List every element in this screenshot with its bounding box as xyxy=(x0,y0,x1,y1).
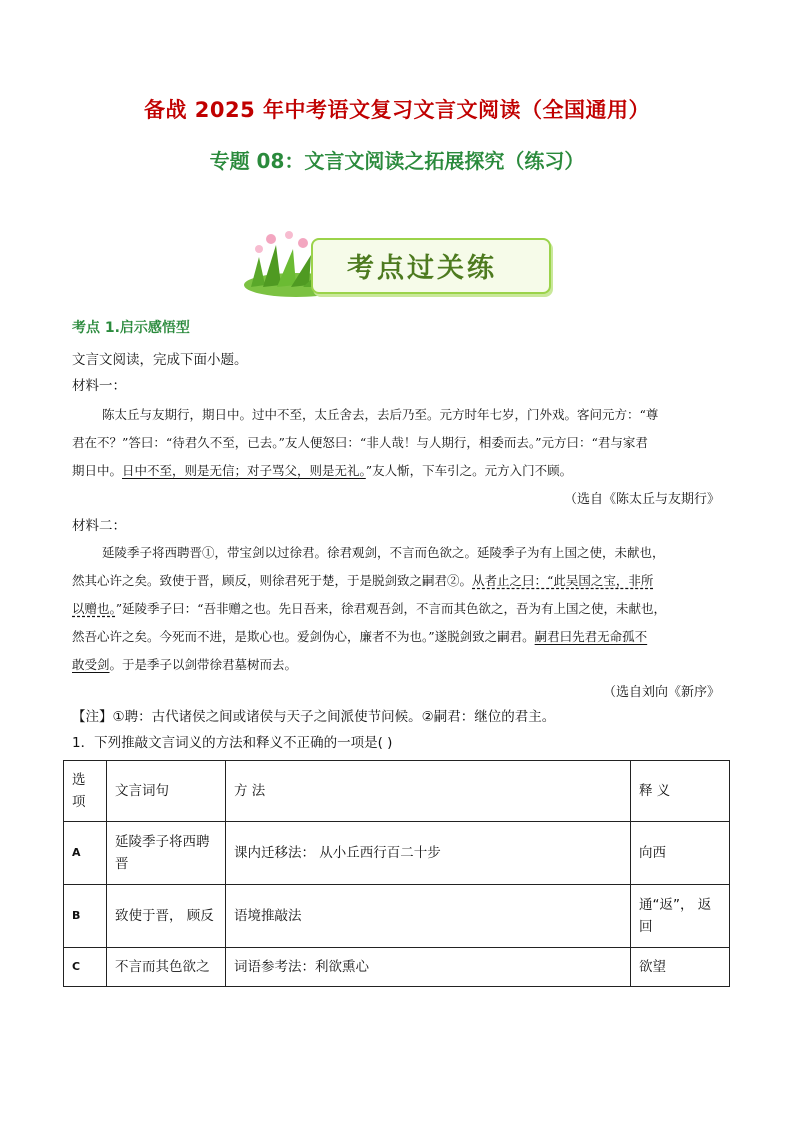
material1-line1: 陈太丘与友期行，期日中。过中不至，太丘舍去，去后乃至。元方时年七岁，门外戏。客问元方：“尊 xyxy=(102,407,659,422)
table-row xyxy=(64,948,730,987)
material1-line2: 君在不？”答曰：“待君久不至，已去。”友人便怒曰：“非人哉！与人期行，相委而去。”元方曰：“君与家君 xyxy=(72,435,648,450)
option-method: 课内迁移法： 从小丘西行百二十步 xyxy=(226,822,631,885)
material2-line2: 然其心许之矣。致使于晋，顾反，则徐君死于楚，于是脱剑致之嗣君②。从者止之曰：“此吴国之宝，非所 xyxy=(72,573,654,588)
option-meaning: 向西 xyxy=(631,822,730,885)
material2-line4: 然吾心许之矣。今死而不进，是欺心也。爱剑伪心，廉者不为也。”遂脱剑致之嗣君。嗣君曰先君无命孤不 xyxy=(72,629,648,644)
option-meaning: 通“返”， 返回 xyxy=(631,885,730,948)
option-method: 词语参考法：利欲熏心 xyxy=(226,948,631,987)
table-row xyxy=(64,885,730,948)
option-phrase: 延陵季子将西聘晋 xyxy=(107,822,226,885)
table-row xyxy=(64,822,730,885)
option-method: 语境推敲法 xyxy=(226,885,631,948)
material1-label: 材料一： xyxy=(72,378,126,394)
material2-line5: 敢受剑。于是季子以剑带徐君墓树而去。 xyxy=(72,657,298,672)
option-meaning: 欲望 xyxy=(631,948,730,987)
table-header-row xyxy=(64,761,730,822)
dashed-underline-sentence: 从者止之曰：“此吴国之宝，非所 xyxy=(472,573,654,588)
section-heading: 考点 1.启示感悟型 xyxy=(72,320,190,336)
instruction-text: 文言文阅读，完成下面小题。 xyxy=(72,352,248,368)
material2-line3: 以赠也。”延陵季子曰：“吾非赠之也。先日吾来，徐君观吾剑，不言而其色欲之，吾为有上国之使，未献也， xyxy=(72,601,667,616)
options-table xyxy=(63,760,730,987)
underlined-sentence: 日中不至，则是无信；对子骂父，则是无礼。 xyxy=(122,463,366,478)
material2-label: 材料二： xyxy=(72,518,126,534)
header-phrase: 文言词句 xyxy=(107,761,226,822)
material1-source: （选自《陈太丘与友期行》 xyxy=(563,492,720,507)
material2-line1: 延陵季子将西聘晋①，带宝剑以过徐君。徐君观剑，不言而色欲之。延陵季子为有上国之使，未献也， xyxy=(102,545,665,560)
option-phrase: 致使于晋， 顾反 xyxy=(107,885,226,948)
document-title: 备战 2025 年中考语文复习文言文阅读（全国通用） xyxy=(143,98,651,122)
option-phrase: 不言而其色欲之 xyxy=(107,948,226,987)
option-label: B xyxy=(64,885,107,948)
document-subtitle: 专题 08：文言文阅读之拓展探究（练习） xyxy=(209,149,585,173)
option-label: A xyxy=(64,822,107,885)
material2-source: （选自刘向《新序》 xyxy=(602,685,720,700)
annotation-note: 【注】①聘：古代诸侯之间或诸侯与天子之间派使节问候。②嗣君：继位的君主。 xyxy=(72,709,556,725)
header-meaning: 释 义 xyxy=(631,761,730,822)
option-label: C xyxy=(64,948,107,987)
material1-line3: 期日中。日中不至，则是无信；对子骂父，则是无礼。”友人惭，下车引之。元方入门不顾。 xyxy=(72,463,573,478)
question-1: 1．下列推敲文言词义的方法和释义不正确的一项是( ) xyxy=(72,735,393,751)
section-banner xyxy=(241,227,550,297)
banner-text: 考点过关练 xyxy=(347,253,497,284)
underlined-sentence-2: 嗣君曰先君无命孤不 xyxy=(534,629,648,644)
header-option: 选项 xyxy=(64,761,107,822)
header-method: 方 法 xyxy=(226,761,631,822)
